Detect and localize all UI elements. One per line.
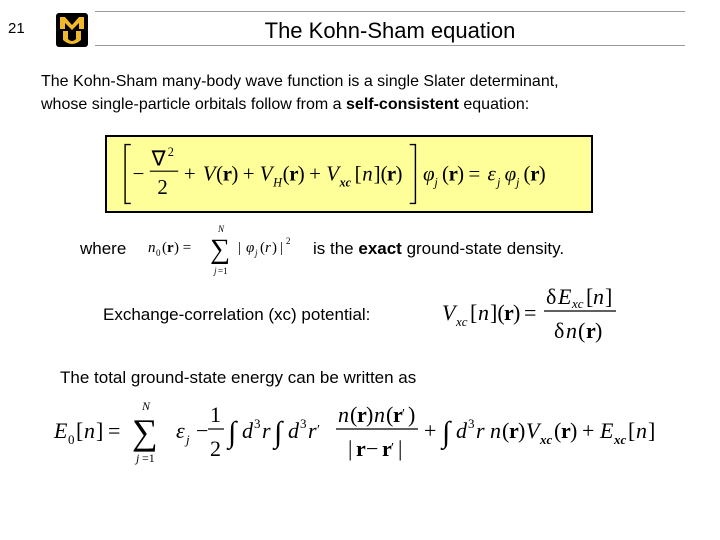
svg-text:−: − bbox=[366, 436, 379, 461]
svg-text:H: H bbox=[273, 175, 283, 190]
svg-text:ε: ε bbox=[176, 418, 185, 443]
svg-text:): ) bbox=[538, 161, 546, 186]
svg-text:r: r bbox=[357, 402, 367, 427]
svg-text:): ) bbox=[457, 161, 465, 186]
intro-line-2-start: whose single-particle orbitals follow from a bbox=[41, 96, 347, 113]
svg-text:r: r bbox=[167, 240, 174, 256]
svg-text:∫: ∫ bbox=[274, 416, 283, 449]
title-top-rule bbox=[95, 11, 685, 12]
svg-text:E: E bbox=[558, 284, 572, 309]
svg-text:r: r bbox=[561, 418, 571, 443]
svg-text:∫: ∫ bbox=[228, 416, 237, 449]
svg-text:j: j bbox=[214, 266, 217, 276]
svg-text:+: + bbox=[582, 418, 595, 443]
density-text-end: ground-state density. bbox=[401, 239, 565, 258]
svg-text:2: 2 bbox=[286, 236, 291, 246]
svg-text:n: n bbox=[84, 418, 95, 443]
svg-text:): ) bbox=[570, 418, 578, 443]
svg-text:(: ( bbox=[386, 402, 394, 427]
svg-text:r: r bbox=[586, 318, 596, 343]
svg-text:r: r bbox=[504, 300, 514, 325]
svg-text:φ: φ bbox=[423, 161, 435, 186]
svg-text:r: r bbox=[386, 161, 397, 186]
svg-text:+: + bbox=[309, 161, 321, 186]
intro-line-2 bbox=[41, 93, 701, 116]
title-bottom-rule bbox=[95, 45, 685, 46]
svg-text:3: 3 bbox=[254, 416, 261, 431]
svg-text:=1: =1 bbox=[142, 451, 155, 465]
svg-text:): ) bbox=[231, 161, 239, 186]
svg-text:∇: ∇ bbox=[151, 146, 166, 171]
svg-text:r: r bbox=[476, 418, 485, 443]
svg-text:2: 2 bbox=[210, 436, 221, 461]
svg-text:n: n bbox=[636, 418, 647, 443]
svg-text:[: [ bbox=[470, 300, 478, 325]
svg-text:](: ]( bbox=[490, 300, 505, 325]
svg-text:r: r bbox=[262, 418, 271, 443]
svg-text:r: r bbox=[289, 161, 299, 186]
svg-text:[: [ bbox=[354, 161, 362, 186]
svg-text:]: ] bbox=[648, 418, 656, 443]
intro-line-2-end: equation: bbox=[458, 96, 530, 113]
svg-text:+: + bbox=[424, 418, 437, 443]
svg-text:φ: φ bbox=[504, 161, 517, 186]
svg-text:n: n bbox=[362, 161, 373, 186]
svg-text:V: V bbox=[259, 161, 273, 186]
svg-text:r: r bbox=[509, 418, 519, 443]
density-emphasis: exact bbox=[358, 239, 402, 258]
slide-number: 21 bbox=[8, 20, 25, 37]
svg-text:): ) bbox=[595, 318, 603, 343]
svg-text:): ) bbox=[366, 402, 374, 427]
svg-text:r: r bbox=[222, 161, 233, 186]
svg-text:(: ( bbox=[282, 161, 290, 186]
svg-text:φ: φ bbox=[246, 240, 255, 256]
svg-text:): ) bbox=[395, 161, 403, 186]
svg-text:∑: ∑ bbox=[132, 412, 158, 452]
svg-text:j: j bbox=[515, 175, 520, 190]
svg-text:=: = bbox=[468, 161, 481, 186]
svg-text:2: 2 bbox=[167, 144, 174, 159]
svg-text:−: − bbox=[196, 418, 209, 443]
svg-text:|: | bbox=[398, 436, 403, 461]
svg-text:(: ( bbox=[502, 418, 510, 443]
svg-text:∑: ∑ bbox=[210, 234, 230, 265]
density-formula bbox=[146, 222, 306, 278]
svg-text:d: d bbox=[288, 418, 299, 443]
slide-title: The Kohn-Sham equation bbox=[264, 18, 516, 43]
svg-text:n: n bbox=[593, 284, 604, 309]
svg-text:δ: δ bbox=[546, 284, 557, 309]
svg-text:): ) bbox=[297, 161, 305, 186]
svg-text:|: | bbox=[280, 240, 284, 256]
svg-text:): ) bbox=[513, 300, 521, 325]
svg-text:j: j bbox=[497, 175, 501, 190]
svg-text:](: ]( bbox=[373, 161, 388, 186]
svg-text:E: E bbox=[600, 418, 614, 443]
svg-text:(: ( bbox=[216, 161, 224, 186]
svg-text:=: = bbox=[108, 418, 121, 443]
svg-text:xc: xc bbox=[614, 432, 627, 447]
svg-text:r: r bbox=[356, 436, 366, 461]
svg-text:): ) bbox=[518, 418, 526, 443]
svg-text:|: | bbox=[238, 240, 242, 256]
svg-text:): ) bbox=[272, 240, 277, 256]
svg-text:V: V bbox=[442, 300, 456, 325]
svg-text:j: j bbox=[434, 175, 438, 190]
where-label: where bbox=[80, 239, 127, 258]
density-description bbox=[313, 239, 564, 259]
svg-text:xc: xc bbox=[339, 175, 352, 190]
svg-text:1: 1 bbox=[210, 402, 221, 427]
svg-text:r: r bbox=[308, 418, 317, 443]
svg-text:0: 0 bbox=[156, 248, 161, 258]
kohn-sham-equation bbox=[107, 137, 591, 211]
svg-text:3: 3 bbox=[300, 416, 307, 431]
density-text-start: is the bbox=[313, 239, 359, 258]
svg-text:=: = bbox=[524, 300, 537, 325]
svg-text:): ) bbox=[408, 402, 416, 427]
svg-text:(: ( bbox=[523, 161, 531, 186]
svg-text:N: N bbox=[142, 399, 151, 413]
svg-text:+: + bbox=[183, 161, 196, 186]
svg-text:′: ′ bbox=[317, 423, 321, 438]
svg-text:ε: ε bbox=[487, 161, 496, 186]
svg-text:(: ( bbox=[578, 318, 586, 343]
svg-text:j: j bbox=[186, 432, 190, 447]
svg-text:−: − bbox=[132, 161, 145, 186]
svg-text:d: d bbox=[456, 418, 467, 443]
svg-text:δ: δ bbox=[554, 318, 565, 343]
svg-text:|: | bbox=[348, 436, 353, 461]
svg-text:E: E bbox=[54, 418, 68, 443]
svg-text:[: [ bbox=[76, 418, 84, 443]
svg-text:r: r bbox=[265, 240, 271, 256]
svg-text:′: ′ bbox=[391, 441, 395, 456]
xc-potential-formula bbox=[440, 280, 640, 350]
svg-text:n: n bbox=[490, 418, 501, 443]
svg-text:(: ( bbox=[350, 402, 358, 427]
svg-text:r: r bbox=[393, 402, 403, 427]
svg-text:3: 3 bbox=[468, 416, 475, 431]
svg-text:xc: xc bbox=[456, 314, 468, 329]
kohn-sham-equation-box bbox=[105, 135, 593, 213]
svg-text:(: ( bbox=[554, 418, 562, 443]
total-energy-formula bbox=[52, 398, 702, 468]
svg-text:n: n bbox=[374, 402, 385, 427]
svg-text:(: ( bbox=[162, 240, 167, 256]
svg-text:r: r bbox=[448, 161, 458, 186]
svg-text:V: V bbox=[202, 161, 216, 186]
svg-text:′: ′ bbox=[402, 407, 406, 422]
intro-line-1: The Kohn-Sham many-body wave function is a single Slater determinant, bbox=[41, 73, 559, 90]
svg-text:r: r bbox=[530, 161, 540, 186]
svg-text:V: V bbox=[326, 161, 339, 186]
svg-text:n: n bbox=[148, 240, 156, 256]
university-logo bbox=[55, 12, 89, 48]
svg-text:n: n bbox=[478, 300, 489, 325]
svg-text:N: N bbox=[218, 224, 225, 234]
svg-text:V: V bbox=[526, 418, 540, 443]
total-energy-label: The total ground-state energy can be written as bbox=[60, 368, 417, 387]
svg-text:[: [ bbox=[628, 418, 636, 443]
svg-text:n: n bbox=[566, 318, 577, 343]
svg-text:=1: =1 bbox=[218, 266, 228, 276]
xc-potential-label: Exchange-correlation (xc) potential: bbox=[103, 305, 371, 324]
svg-text:j: j bbox=[136, 451, 140, 465]
svg-text:d: d bbox=[242, 418, 253, 443]
svg-text:r: r bbox=[382, 436, 392, 461]
svg-text:xc: xc bbox=[540, 432, 553, 447]
intro-emphasis: self-consistent bbox=[346, 96, 459, 113]
svg-text:xc: xc bbox=[572, 296, 584, 311]
svg-text:n: n bbox=[338, 402, 349, 427]
svg-text:+: + bbox=[242, 161, 255, 186]
svg-text:(: ( bbox=[260, 240, 265, 256]
svg-text:∫: ∫ bbox=[442, 416, 451, 449]
svg-text:2: 2 bbox=[157, 174, 168, 199]
svg-text:]: ] bbox=[605, 284, 613, 309]
svg-text:0: 0 bbox=[68, 432, 75, 447]
svg-text:(: ( bbox=[441, 161, 449, 186]
intro-paragraph bbox=[41, 70, 701, 116]
svg-text:]: ] bbox=[96, 418, 104, 443]
svg-text:) =: ) = bbox=[174, 240, 192, 256]
svg-text:[: [ bbox=[586, 284, 594, 309]
svg-text:j: j bbox=[255, 248, 258, 258]
